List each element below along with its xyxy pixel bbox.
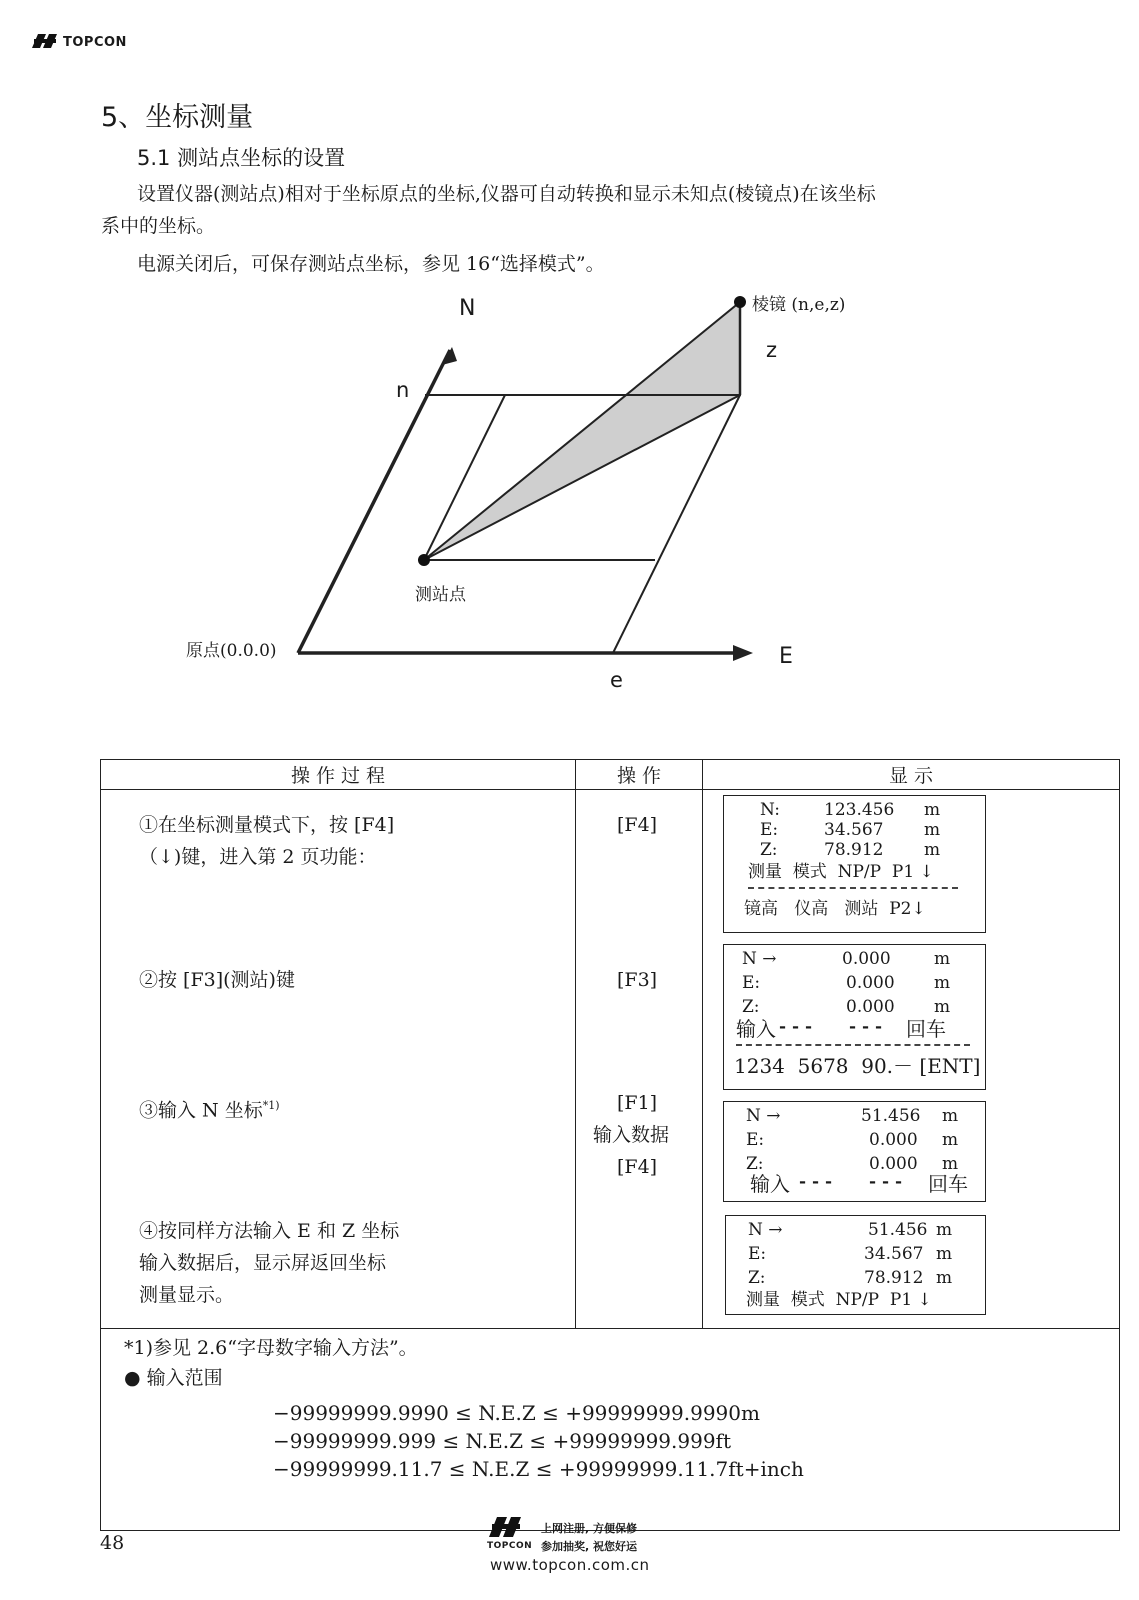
- lcd1-n-unit: m: [924, 800, 941, 820]
- lcd1-n-value: 123.456: [824, 800, 895, 820]
- lcd3-softkey-blank-1: - - -: [799, 1172, 833, 1192]
- lcd2-softkey-input: 输入: [736, 1017, 776, 1041]
- lcd1-divider: [748, 887, 958, 889]
- input-range-title: ● 输入范围: [124, 1367, 223, 1389]
- lcd4-z-label: Z:: [748, 1268, 766, 1288]
- input-range-m: −99999999.9990 ≤ N.E.Z ≤ +99999999.9990m: [273, 1401, 760, 1425]
- lcd3-z-unit: m: [942, 1154, 959, 1174]
- lcd4-n-value: 51.456: [868, 1220, 928, 1240]
- lcd4-n-label: N →: [748, 1220, 783, 1240]
- coordinate-diagram: [180, 285, 900, 705]
- lcd2-divider: [736, 1044, 970, 1046]
- op-key-F3-step2: [F3]: [617, 969, 658, 991]
- intro-paragraph-1b: 系中的坐标。: [101, 215, 216, 237]
- intro-paragraph-1: 设置仪器(测站点)相对于坐标原点的坐标,仪器可自动转换和显示未知点(棱镜点)在该坐标: [137, 183, 876, 205]
- display-screen-3: [723, 1101, 986, 1202]
- operation-cell: [576, 790, 703, 1329]
- lcd3-e-label: E:: [746, 1130, 765, 1150]
- lcd3-e-value: 0.000: [869, 1130, 918, 1150]
- step-2-line-1: ②按 [F3](测站)键: [139, 969, 295, 991]
- lcd1-z-label: Z:: [760, 840, 778, 860]
- step-4-line-3: 测量显示。: [139, 1284, 235, 1306]
- input-range-ft: −99999999.999 ≤ N.E.Z ≤ +99999999.999ft: [273, 1429, 731, 1453]
- lcd2-n-value: 0.000: [842, 949, 891, 969]
- lcd2-z-unit: m: [934, 997, 951, 1017]
- lcd4-e-label: E:: [748, 1244, 767, 1264]
- header-operation: 操 作: [576, 760, 703, 790]
- brand-name: TOPCON: [63, 35, 127, 50]
- header-procedure: 操 作 过 程: [101, 760, 576, 790]
- lcd3-softkey-input: 输入: [750, 1172, 790, 1196]
- step-1-line-2: （↓)键，进入第 2 页功能：: [139, 846, 377, 868]
- footer-slogan-2: 参加抽奖, 祝您好运: [541, 1540, 638, 1553]
- lcd1-z-unit: m: [924, 840, 941, 860]
- op-key-F1-step3: [F1]: [617, 1092, 658, 1114]
- step-3-line-1: [139, 1091, 280, 1125]
- lcd3-z-value: 0.000: [869, 1154, 918, 1174]
- lcd1-softkeys-p1: 测量 模式 NP/P P1 ↓: [748, 862, 934, 882]
- lcd1-softkeys-p2: 镜高 仪高 测站 P2↓: [744, 899, 926, 919]
- lcd2-n-unit: m: [934, 949, 951, 969]
- header-logo: [30, 32, 130, 52]
- lcd3-n-label: N →: [746, 1106, 781, 1126]
- lcd4-e-unit: m: [936, 1244, 953, 1264]
- station-point-icon: [418, 554, 430, 566]
- axis-label-N: N: [459, 296, 476, 321]
- lcd3-n-unit: m: [942, 1106, 959, 1126]
- step-3-text: ③输入 N 坐标: [139, 1099, 263, 1122]
- lcd4-n-unit: m: [936, 1220, 953, 1240]
- section-subtitle: 5.1 测站点坐标的设置: [137, 146, 346, 170]
- display-screen-2: [723, 944, 986, 1090]
- lcd2-softkey-blank-1: - - -: [779, 1017, 813, 1037]
- axis-label-n: n: [396, 378, 410, 402]
- step-4-line-2: 输入数据后，显示屏返回坐标: [139, 1252, 387, 1274]
- op-key-F4-step1: [F4]: [617, 814, 658, 836]
- lcd2-numeric-keys: 1234 5678 90.－ [ENT]: [734, 1054, 981, 1078]
- lcd2-n-label: N →: [742, 949, 777, 969]
- step-3-footnote-ref: *1): [262, 1099, 280, 1112]
- footnote-1: *1)参见 2.6“字母数字输入方法”。: [124, 1337, 418, 1359]
- lcd2-softkey-blank-2: - - -: [849, 1017, 883, 1037]
- lcd3-n-value: 51.456: [861, 1106, 921, 1126]
- axis-label-e: e: [610, 668, 623, 692]
- lcd1-e-unit: m: [924, 820, 941, 840]
- header-display: 显 示: [703, 760, 1120, 790]
- step-4-line-1: ④按同样方法输入 E 和 Z 坐标: [139, 1220, 400, 1242]
- lcd1-e-value: 34.567: [824, 820, 884, 840]
- footer-logo: [487, 1515, 547, 1555]
- station-label: 测站点: [415, 585, 466, 605]
- axis-label-z: z: [766, 338, 778, 362]
- lcd3-softkey-enter: 回车: [928, 1172, 968, 1196]
- lcd3-softkey-blank-2: - - -: [869, 1172, 903, 1192]
- op-input-data-step3: 输入数据: [593, 1124, 670, 1146]
- lcd2-softkey-enter: 回车: [906, 1017, 946, 1041]
- footer-url: www.topcon.com.cn: [490, 1556, 650, 1574]
- lcd2-e-label: E:: [742, 973, 761, 993]
- lcd3-e-unit: m: [942, 1130, 959, 1150]
- display-screen-4: [725, 1215, 986, 1315]
- lcd2-z-label: Z:: [742, 997, 760, 1017]
- axis-label-E: E: [779, 644, 793, 669]
- input-range-ft-inch: −99999999.11.7 ≤ N.E.Z ≤ +99999999.11.7ft+inch: [273, 1457, 804, 1481]
- lcd1-n-label: N:: [760, 800, 780, 820]
- origin-label: 原点(0.0.0): [186, 641, 277, 661]
- lcd1-e-label: E:: [760, 820, 779, 840]
- page-number: 48: [100, 1532, 125, 1554]
- footer-slogan-1: 上网注册, 方便保修: [541, 1522, 638, 1535]
- lcd4-z-value: 78.912: [864, 1268, 924, 1288]
- lcd4-e-value: 34.567: [864, 1244, 924, 1264]
- lcd4-softkeys-p1: 测量 模式 NP/P P1 ↓: [746, 1290, 932, 1310]
- op-key-F4-step3: [F4]: [617, 1156, 658, 1178]
- section-title: 5、坐标测量: [101, 102, 254, 133]
- lcd3-z-label: Z:: [746, 1154, 764, 1174]
- topcon-logo-icon: [30, 32, 64, 50]
- lcd1-z-value: 78.912: [824, 840, 884, 860]
- display-screen-1: [723, 795, 986, 933]
- step-1-line-1: ①在坐标测量模式下，按 [F4]: [139, 814, 395, 836]
- prism-label: 棱镜 (n,e,z): [752, 295, 846, 315]
- lcd4-z-unit: m: [936, 1268, 953, 1288]
- lcd2-z-value: 0.000: [846, 997, 895, 1017]
- footer-topcon-logo-icon: [487, 1515, 531, 1539]
- lcd2-e-value: 0.000: [846, 973, 895, 993]
- footer-brand: TOPCON: [487, 1541, 533, 1551]
- lcd2-e-unit: m: [934, 973, 951, 993]
- intro-paragraph-2: 电源关闭后，可保存测站点坐标，参见 16“选择模式”。: [137, 253, 605, 275]
- prism-point-icon: [734, 296, 746, 308]
